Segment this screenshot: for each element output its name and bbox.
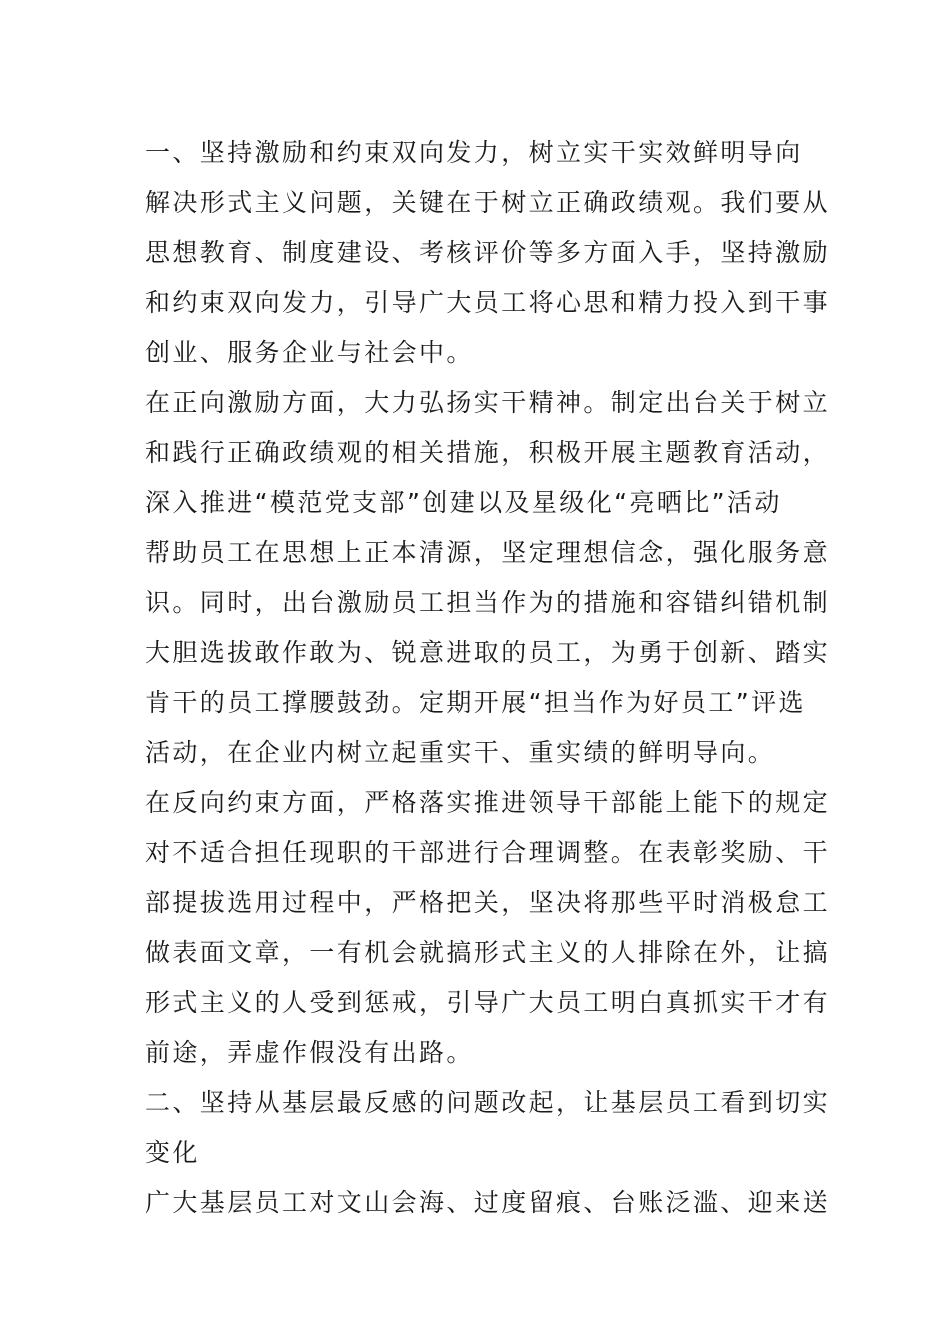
text-line: 帮助员工在思想上正本清源，坚定理想信念，强化服务意: [145, 538, 831, 567]
text-line: 创业、服务企业与社会中。: [145, 338, 474, 367]
text-line: 前途，弄虚作假没有出路。: [145, 1038, 474, 1067]
text-line: 在反向约束方面，严格落实推进领导干部能上能下的规定: [145, 788, 831, 817]
section-heading-2: 二、坚持从基层最反感的问题改起，让基层员工看到切实: [145, 1088, 831, 1117]
text-line: 和践行正确政绩观的相关措施，积极开展主题教育活动，: [145, 438, 831, 467]
text-line: 部提拔选用过程中，严格把关，坚决将那些平时消极怠工: [145, 888, 831, 917]
text-line: 活动，在企业内树立起重实干、重实绩的鲜明导向。: [145, 738, 776, 767]
text-line: 思想教育、制度建设、考核评价等多方面入手，坚持激励: [145, 238, 831, 267]
text-line: 深入推进“模范党支部”创建以及星级化“亮晒比”活动: [145, 488, 782, 517]
text-line: 大胆选拔敢作敢为、锐意进取的员工，为勇于创新、踏实: [145, 638, 831, 667]
text-line: 肯干的员工撑腰鼓劲。定期开展“担当作为好员工”评选: [145, 688, 806, 717]
text-line: 在正向激励方面，大力弘扬实干精神。制定出台关于树立: [145, 388, 831, 417]
text-line: 解决形式主义问题，关键在于树立正确政绩观。我们要从: [145, 188, 831, 217]
document-body: [145, 128, 831, 1228]
text-line: 对不适合担任现职的干部进行合理调整。在表彰奖励、干: [145, 838, 831, 867]
text-line: 和约束双向发力，引导广大员工将心思和精力投入到干事: [145, 288, 831, 317]
text-line: 形式主义的人受到惩戒，引导广大员工明白真抓实干才有: [145, 988, 831, 1017]
text-line: 识。同时，出台激励员工担当作为的措施和容错纠错机制: [145, 588, 831, 617]
section-heading-1: 一、坚持激励和约束双向发力，树立实干实效鲜明导向: [145, 138, 803, 167]
section-heading-2-continued: 变化: [145, 1138, 200, 1167]
text-line: 广大基层员工对文山会海、过度留痕、台账泛滥、迎来送: [145, 1188, 831, 1217]
text-line: 做表面文章，一有机会就搞形式主义的人排除在外，让搞: [145, 938, 831, 967]
